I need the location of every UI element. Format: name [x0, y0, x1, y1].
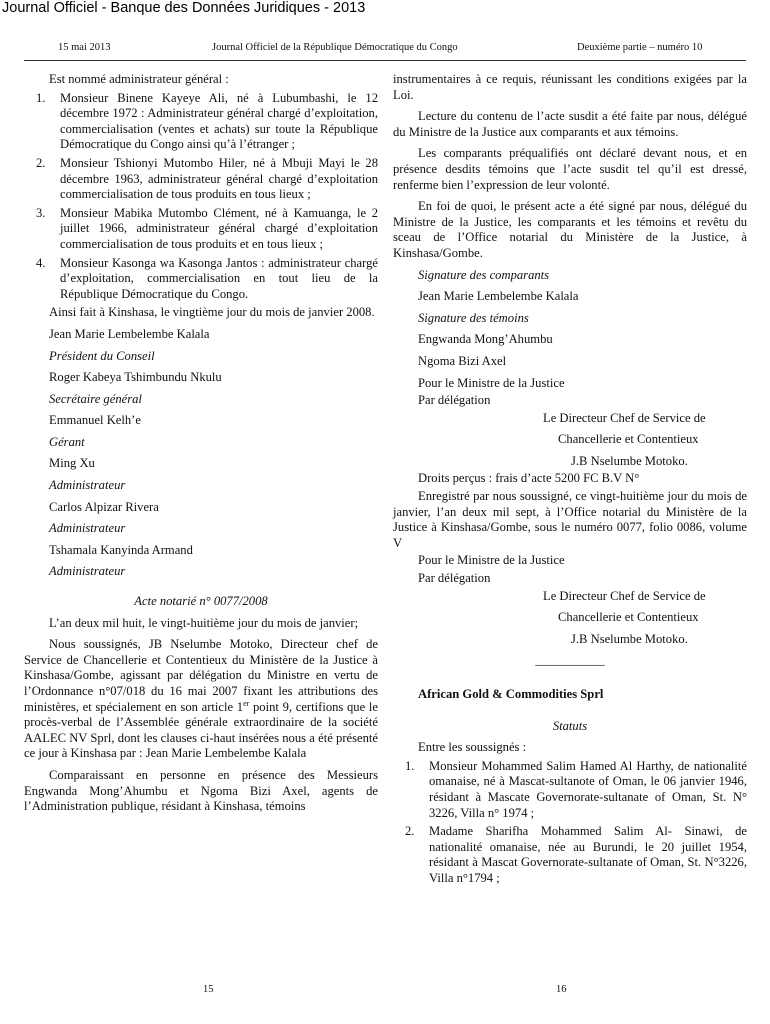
parties-intro: Entre les soussignés :: [418, 740, 527, 755]
delegation-line: Par délégation: [418, 571, 491, 586]
signatory-role: Administrateur: [49, 478, 126, 493]
ministry-line: Pour le Ministre de la Justice: [418, 553, 565, 568]
signatory-name: Ming Xu: [49, 456, 95, 471]
director-title: Le Directeur Chef de Service de: [543, 588, 706, 603]
acte-paragraph: En foi de quoi, le présent acte a été signé par nous, délégué du Ministre de la Justice, les comparants et les témoins et revêtu du sceau de l’Office notarial du Ministère de la Justice, à Kinshasa/Gombe.: [393, 199, 747, 260]
list-item: 1. Monsieur Mohammed Salim Hamed Al Harthy, de nationalité omanaise, né à Mascat-sultanote of Oman, le 06 janvier 1946, résidant à Mascate Governorate-sultanate of Oman, St. N° 3226, Villa n° 1974 ;: [405, 758, 747, 820]
director-name: J.B Nselumbe Motoko.: [571, 453, 688, 468]
header-rule: [24, 60, 746, 61]
acte-paragraph: L’an deux mil huit, le vingt-huitième jour du mois de janvier;: [49, 615, 359, 630]
acte-paragraph: Lecture du contenu de l’acte susdit a été faite par nous, délégué du Ministre de la Justice aux comparants et aux témoins.: [393, 109, 747, 139]
director-name: J.B Nselumbe Motoko.: [571, 631, 688, 646]
signatory-name: Engwanda Mong’Ahumbu: [418, 332, 553, 347]
acte-paragraph: Nous soussignés, JB Nselumbe Motoko, Directeur chef de Service de Chancellerie et Contentieux du Ministère de la Justice à Kinshasa/Gombe, agissant par délégation du Ministre en vertu de l’Ordonnance n°07/018 du 16 mai 2007 fixant les attributions des ministères, et spécialement en son article 1er point 9, certifions que le procès-verbal de l’Assemblée générale extraordinaire de la société AALEC NV Sprl, dont les clauses ci-haut insérées nous a été présenté ce jour à Kinshasa par : Jean Marie Lembelembe Kalala: [24, 637, 378, 761]
signatory-name: Carlos Alpizar Rivera: [49, 499, 159, 514]
parties-list: [393, 759, 747, 887]
signatory-role: Président du Conseil: [49, 348, 155, 363]
right-column: [393, 72, 747, 887]
list-item: 3. Monsieur Mabika Mutombo Clément, né à Kamuanga, le 2 juillet 1966, administrateur général chargé d’exploitation commercialisation de tous produits et en tous lieux ;: [36, 205, 378, 251]
company-title: African Gold & Commodities Sprl: [418, 687, 604, 701]
header-journal-title: Journal Officiel de la République Démocratique du Congo: [212, 42, 458, 53]
signatory-role: Gérant: [49, 434, 85, 449]
list-item: 1. Monsieur Binene Kayeye Ali, né à Lubumbashi, le 12 décembre 1972 : Administrateur général chargé d’exploitation, commercialisation (ventes et achats) sur toute la République Démocratique du Congo ainsi qu’à l’étranger ;: [36, 90, 378, 152]
signature-label: Signature des témoins: [418, 310, 529, 325]
list-item: 2. Madame Sharifha Mohammed Salim Al- Sinawi, de nationalité omanaise, née au Burundi, le 20 juillet 1954, résidant à Mascat Governorate-sultanate of Oman, St. N°3226, Villa n°1794 ;: [405, 824, 747, 885]
acte-title: Acte notarié n° 0077/2008: [134, 594, 268, 609]
director-title: Le Directeur Chef de Service de: [543, 410, 706, 425]
director-service: Chancellerie et Contentieux: [558, 432, 699, 447]
ministry-line: Pour le Ministre de la Justice: [418, 375, 565, 390]
page-number-left: 15: [203, 984, 214, 995]
left-column: [24, 72, 378, 815]
statuts-title: Statuts: [552, 718, 588, 733]
header-part-number: Deuxième partie – numéro 10: [577, 42, 703, 53]
acte-paragraph: Les comparants préqualifiés ont déclaré devant nous, et en présence desdits témoins que l’acte susdit tel qu’il est dressé, renferme bien l’expression de leur volonté.: [393, 146, 747, 192]
signature-label: Signature des comparants: [418, 267, 550, 282]
delegation-line: Par délégation: [418, 393, 491, 408]
signatory-name: Jean Marie Lembelembe Kalala: [418, 289, 579, 304]
appointee-list: [24, 91, 378, 303]
acte-paragraph: Comparaissant en personne en présence des Messieurs Engwanda Mong’Ahumbu et Ngoma Bizi Axel, agents de l’Administration publique, résidant à Kinshasa, témoins: [24, 767, 378, 814]
registration-paragraph: Enregistré par nous soussigné, ce vingt-huitième jour du mois de janvier, l’an deux mil sept, à l’Office notarial du Ministère de la Justice à Kinshasa/Gombe, sous le numéro 0077, folio 0086, volume V: [393, 489, 747, 550]
appointment-intro: Est nommé administrateur général :: [49, 72, 229, 86]
signatory-name: Tshamala Kanyinda Armand: [49, 542, 193, 557]
fees-line: Droits perçus : frais d’acte 5200 FC B.V N°: [418, 471, 640, 486]
header-date: 15 mai 2013: [58, 42, 111, 53]
list-item: 4. Monsieur Kasonga wa Kasonga Jantos : administrateur chargé d’exploitation, commercialisation en tout lieu de la République Démocratique du Congo.: [36, 255, 378, 301]
acte-paragraph: instrumentaires à ce requis, réunissant les conditions exigées par la Loi.: [393, 72, 747, 102]
director-service: Chancellerie et Contentieux: [558, 610, 699, 625]
done-at-paragraph: Ainsi fait à Kinshasa, le vingtième jour du mois de janvier 2008.: [49, 305, 375, 320]
signatory-role: Administrateur: [49, 521, 126, 536]
list-item: 2. Monsieur Tshionyi Mutombo Hiler, né à Mbuji Mayi le 28 décembre 1963, administrateur général chargé d’exploitation commercialisation de tous produits en tous lieux ;: [36, 155, 378, 202]
page-number-right: 16: [556, 984, 567, 995]
signatory-name: Jean Marie Lembelembe Kalala: [49, 326, 210, 341]
signatory-name: Ngoma Bizi Axel: [418, 353, 507, 368]
signatory-role: Secrétaire général: [49, 391, 142, 406]
section-separator: ___________: [535, 653, 605, 668]
signatory-name: Roger Kabeya Tshimbundu Nkulu: [49, 370, 222, 385]
signatory-name: Emmanuel Kelh’e: [49, 413, 141, 428]
database-banner: Journal Officiel - Banque des Données Juridiques - 2013: [2, 0, 366, 16]
signatory-role: Administrateur: [49, 564, 126, 579]
